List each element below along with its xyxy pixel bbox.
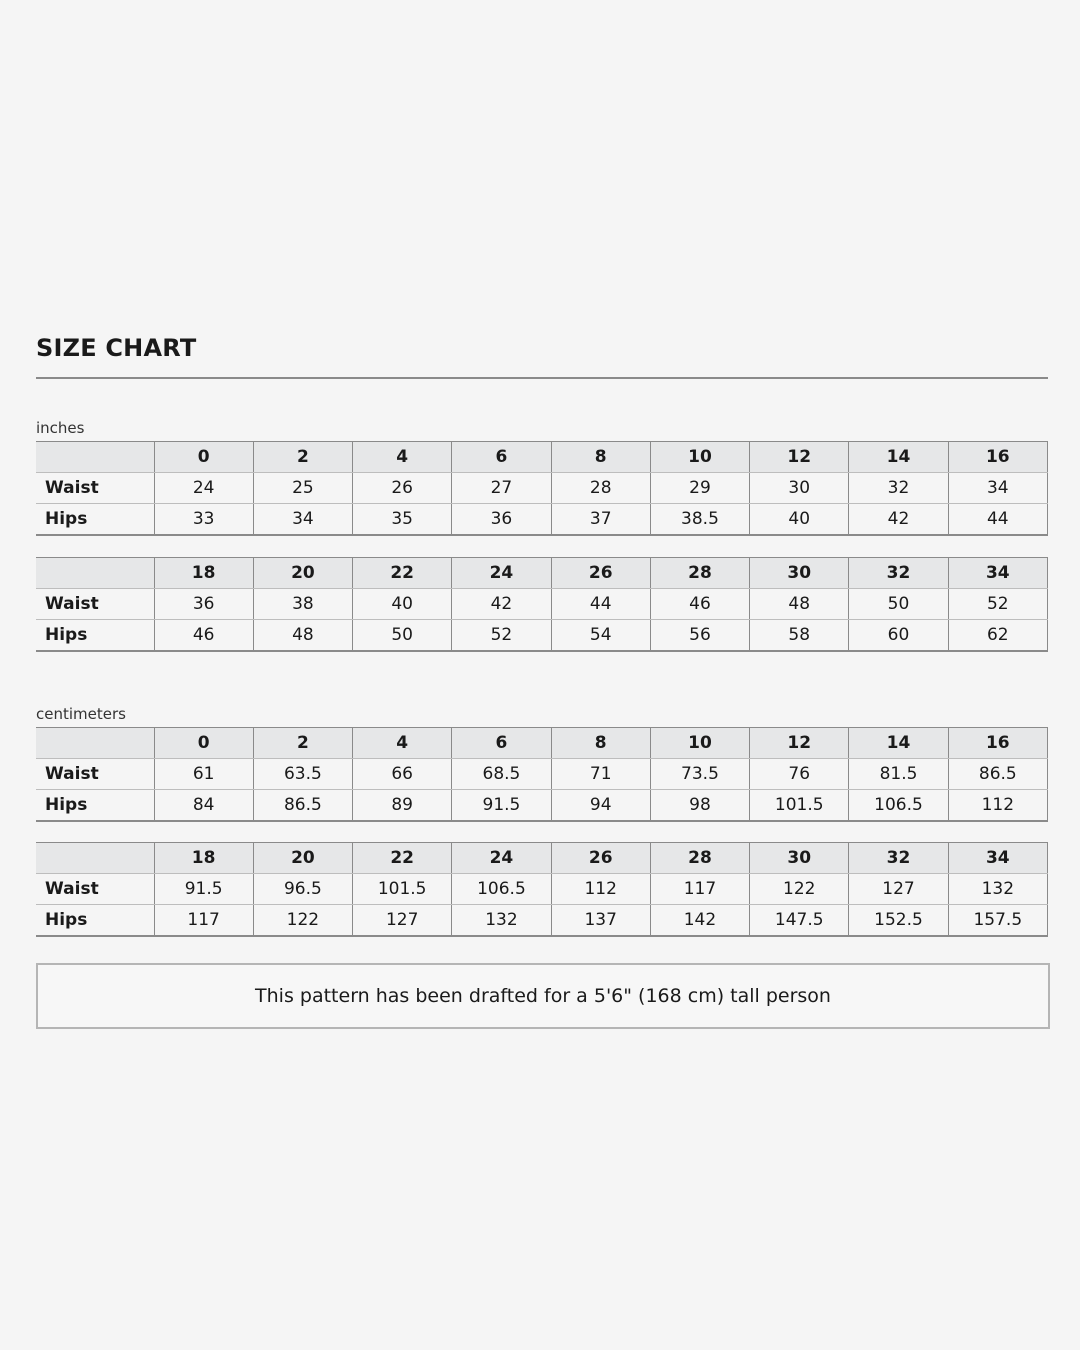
waist-value-cell: 71 [551, 759, 650, 790]
hips-row-label: Hips [36, 504, 154, 536]
waist-value-cell: 63.5 [253, 759, 352, 790]
size-header-row [36, 843, 1048, 874]
hips-value-cell: 147.5 [750, 905, 849, 937]
section-label-inches: inches [36, 419, 85, 437]
hips-value-cell: 50 [353, 620, 452, 652]
waist-value-cell: 34 [948, 473, 1047, 504]
hips-row-label: Hips [36, 620, 154, 652]
waist-value-cell: 61 [154, 759, 253, 790]
size-header-cell: 2 [253, 728, 352, 759]
size-header-cell: 32 [849, 843, 948, 874]
header-corner-cell [36, 728, 154, 759]
size-header-cell: 16 [948, 728, 1047, 759]
hips-value-cell: 42 [849, 504, 948, 536]
hips-value-cell: 56 [650, 620, 749, 652]
waist-value-cell: 26 [353, 473, 452, 504]
size-header-row [36, 728, 1048, 759]
size-header-cell: 28 [650, 843, 749, 874]
hips-value-cell: 117 [154, 905, 253, 937]
waist-value-cell: 117 [650, 874, 749, 905]
waist-value-cell: 68.5 [452, 759, 551, 790]
waist-value-cell: 81.5 [849, 759, 948, 790]
size-header-row [36, 442, 1048, 473]
waist-value-cell: 127 [849, 874, 948, 905]
waist-value-cell: 46 [650, 589, 749, 620]
hips-value-cell: 127 [353, 905, 452, 937]
hips-value-cell: 44 [948, 504, 1047, 536]
height-note [36, 963, 1050, 1029]
inches-table-sizes-18-34 [36, 557, 1048, 652]
size-header-cell: 4 [353, 442, 452, 473]
hips-value-cell: 37 [551, 504, 650, 536]
hips-value-cell: 35 [353, 504, 452, 536]
size-header-cell: 30 [750, 843, 849, 874]
hips-value-cell: 54 [551, 620, 650, 652]
waist-value-cell: 40 [353, 589, 452, 620]
waist-value-cell: 73.5 [650, 759, 749, 790]
hips-row [36, 790, 1048, 822]
waist-value-cell: 30 [750, 473, 849, 504]
hips-value-cell: 33 [154, 504, 253, 536]
header-corner-cell [36, 558, 154, 589]
header-corner-cell [36, 442, 154, 473]
waist-value-cell: 48 [750, 589, 849, 620]
waist-value-cell: 28 [551, 473, 650, 504]
hips-value-cell: 58 [750, 620, 849, 652]
waist-value-cell: 91.5 [154, 874, 253, 905]
page-title: SIZE CHART [36, 334, 197, 362]
hips-value-cell: 48 [253, 620, 352, 652]
hips-value-cell: 91.5 [452, 790, 551, 822]
waist-row-label: Waist [36, 473, 154, 504]
waist-value-cell: 112 [551, 874, 650, 905]
hips-value-cell: 112 [948, 790, 1047, 822]
size-header-cell: 16 [948, 442, 1047, 473]
waist-row [36, 589, 1048, 620]
hips-value-cell: 60 [849, 620, 948, 652]
hips-value-cell: 98 [650, 790, 749, 822]
hips-value-cell: 52 [452, 620, 551, 652]
size-header-cell: 24 [452, 558, 551, 589]
hips-value-cell: 36 [452, 504, 551, 536]
waist-value-cell: 101.5 [353, 874, 452, 905]
size-header-cell: 14 [849, 728, 948, 759]
waist-value-cell: 44 [551, 589, 650, 620]
size-header-cell: 20 [253, 843, 352, 874]
size-header-cell: 32 [849, 558, 948, 589]
size-header-cell: 10 [650, 728, 749, 759]
size-header-cell: 22 [353, 843, 452, 874]
hips-value-cell: 94 [551, 790, 650, 822]
waist-value-cell: 38 [253, 589, 352, 620]
hips-row-label: Hips [36, 905, 154, 937]
height-note-text: This pattern has been drafted for a 5'6" (168 cm) tall person [255, 985, 831, 1007]
hips-value-cell: 106.5 [849, 790, 948, 822]
size-header-cell: 6 [452, 728, 551, 759]
size-header-cell: 26 [551, 843, 650, 874]
size-header-cell: 34 [948, 558, 1047, 589]
hips-value-cell: 62 [948, 620, 1047, 652]
hips-value-cell: 38.5 [650, 504, 749, 536]
centimeters-table-sizes-0-16 [36, 727, 1048, 822]
size-header-cell: 34 [948, 843, 1047, 874]
hips-value-cell: 101.5 [750, 790, 849, 822]
size-header-cell: 18 [154, 558, 253, 589]
size-header-cell: 2 [253, 442, 352, 473]
size-header-cell: 0 [154, 442, 253, 473]
waist-row-label: Waist [36, 589, 154, 620]
size-header-cell: 8 [551, 728, 650, 759]
hips-value-cell: 34 [253, 504, 352, 536]
waist-value-cell: 32 [849, 473, 948, 504]
hips-value-cell: 84 [154, 790, 253, 822]
hips-value-cell: 89 [353, 790, 452, 822]
waist-value-cell: 36 [154, 589, 253, 620]
hips-value-cell: 152.5 [849, 905, 948, 937]
size-header-cell: 28 [650, 558, 749, 589]
hips-value-cell: 86.5 [253, 790, 352, 822]
hips-value-cell: 142 [650, 905, 749, 937]
centimeters-table-sizes-18-34 [36, 842, 1048, 937]
size-header-cell: 8 [551, 442, 650, 473]
size-header-cell: 20 [253, 558, 352, 589]
waist-value-cell: 50 [849, 589, 948, 620]
waist-value-cell: 24 [154, 473, 253, 504]
waist-row [36, 473, 1048, 504]
hips-value-cell: 40 [750, 504, 849, 536]
waist-value-cell: 76 [750, 759, 849, 790]
waist-value-cell: 25 [253, 473, 352, 504]
hips-row [36, 620, 1048, 652]
header-corner-cell [36, 843, 154, 874]
waist-value-cell: 106.5 [452, 874, 551, 905]
hips-row-label: Hips [36, 790, 154, 822]
hips-value-cell: 157.5 [948, 905, 1047, 937]
waist-row [36, 874, 1048, 905]
size-header-cell: 26 [551, 558, 650, 589]
hips-value-cell: 46 [154, 620, 253, 652]
size-header-cell: 4 [353, 728, 452, 759]
waist-value-cell: 132 [948, 874, 1047, 905]
size-header-cell: 30 [750, 558, 849, 589]
size-header-cell: 12 [750, 442, 849, 473]
waist-value-cell: 52 [948, 589, 1047, 620]
waist-value-cell: 27 [452, 473, 551, 504]
size-header-cell: 22 [353, 558, 452, 589]
waist-value-cell: 96.5 [253, 874, 352, 905]
hips-value-cell: 132 [452, 905, 551, 937]
hips-row [36, 504, 1048, 536]
waist-row-label: Waist [36, 759, 154, 790]
size-header-cell: 14 [849, 442, 948, 473]
waist-value-cell: 29 [650, 473, 749, 504]
hips-row [36, 905, 1048, 937]
size-header-cell: 6 [452, 442, 551, 473]
size-header-row [36, 558, 1048, 589]
waist-row [36, 759, 1048, 790]
inches-table-sizes-0-16 [36, 441, 1048, 536]
hips-value-cell: 122 [253, 905, 352, 937]
size-header-cell: 12 [750, 728, 849, 759]
size-header-cell: 0 [154, 728, 253, 759]
waist-value-cell: 86.5 [948, 759, 1047, 790]
size-header-cell: 10 [650, 442, 749, 473]
title-divider [36, 377, 1048, 379]
waist-row-label: Waist [36, 874, 154, 905]
waist-value-cell: 122 [750, 874, 849, 905]
hips-value-cell: 137 [551, 905, 650, 937]
waist-value-cell: 42 [452, 589, 551, 620]
size-header-cell: 24 [452, 843, 551, 874]
section-label-centimeters: centimeters [36, 705, 126, 723]
size-header-cell: 18 [154, 843, 253, 874]
waist-value-cell: 66 [353, 759, 452, 790]
